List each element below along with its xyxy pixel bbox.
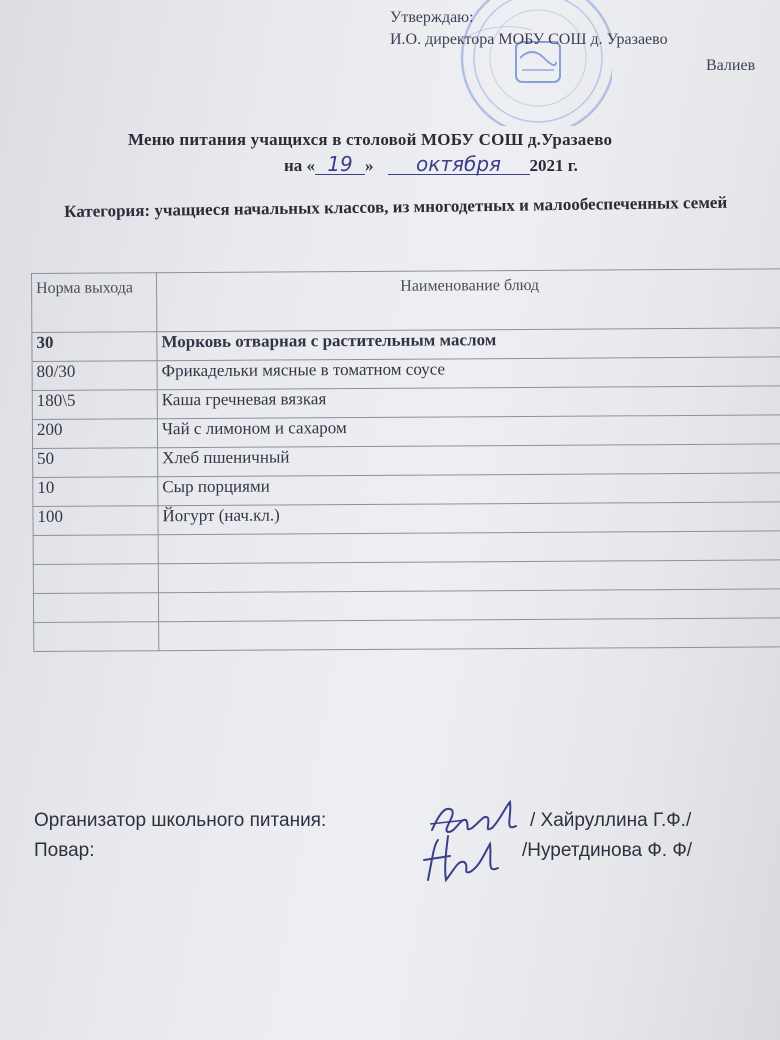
table-row	[33, 589, 780, 623]
cell-dish	[158, 589, 780, 622]
cell-dish	[158, 560, 780, 593]
cell-norm	[34, 622, 159, 652]
table-row	[32, 328, 780, 362]
header-dish: Наименование блюд	[157, 269, 780, 332]
approval-line-3: Валиев	[706, 57, 756, 74]
table-row	[33, 444, 780, 478]
date-year: 2021 г.	[529, 156, 578, 175]
menu-table	[31, 268, 780, 652]
table-row	[34, 618, 780, 652]
cell-norm: 200	[32, 419, 157, 449]
table-row	[32, 415, 780, 449]
cell-norm	[33, 593, 158, 623]
organizer-label: Организатор школьного питания:	[34, 810, 327, 831]
header-norm: Норма выхода	[32, 273, 157, 333]
cell-norm	[33, 535, 158, 565]
date-mid: »	[365, 156, 374, 175]
cell-norm: 10	[33, 477, 158, 507]
cell-dish: Каша гречневая вязкая	[157, 386, 780, 419]
cell-dish: Чай с лимоном и сахаром	[157, 415, 780, 448]
table-row	[32, 386, 780, 420]
date-day: 19	[315, 154, 365, 175]
cell-norm	[33, 564, 158, 594]
cell-norm: 50	[33, 448, 158, 478]
table-row	[32, 357, 780, 391]
cell-dish: Йогурт (нач.кл.)	[158, 502, 780, 535]
document-title: Меню питания учащихся в столовой МОБУ СОШ д.Уразаево	[128, 130, 613, 149]
cook-name: /Нуретдинова Ф. Ф/	[522, 840, 693, 861]
cell-dish: Сыр порциями	[158, 473, 780, 506]
cell-dish: Морковь отварная с растительным маслом	[157, 328, 780, 361]
category-text: Категория: учащиеся начальных классов, из многодетных и малообеспеченных семей	[64, 192, 728, 221]
table-row	[33, 473, 780, 507]
date-line	[284, 154, 578, 176]
organizer-name: / Хайруллина Г.Ф./	[530, 810, 692, 831]
cell-dish: Фрикадельки мясные в томатном соусе	[157, 357, 780, 390]
cell-norm: 30	[32, 332, 157, 362]
cell-norm: 100	[33, 506, 158, 536]
table-row	[33, 560, 780, 594]
date-prefix: на «	[284, 156, 316, 175]
cook-signature	[414, 830, 510, 886]
table-row	[33, 502, 780, 536]
cell-norm: 80/30	[32, 361, 157, 391]
cell-dish	[158, 531, 780, 564]
cell-norm: 180\5	[32, 390, 157, 420]
cell-dish	[159, 618, 780, 651]
table-row	[33, 531, 780, 565]
approval-line-2: И.О. директора МОБУ СОШ д. Уразаево	[390, 31, 668, 48]
approval-line-1: Утверждаю:	[390, 9, 474, 26]
date-month: октября	[388, 154, 530, 175]
table-header-row	[32, 269, 780, 333]
cook-label: Повар:	[34, 840, 95, 861]
cell-dish: Хлеб пшеничный	[158, 444, 780, 477]
